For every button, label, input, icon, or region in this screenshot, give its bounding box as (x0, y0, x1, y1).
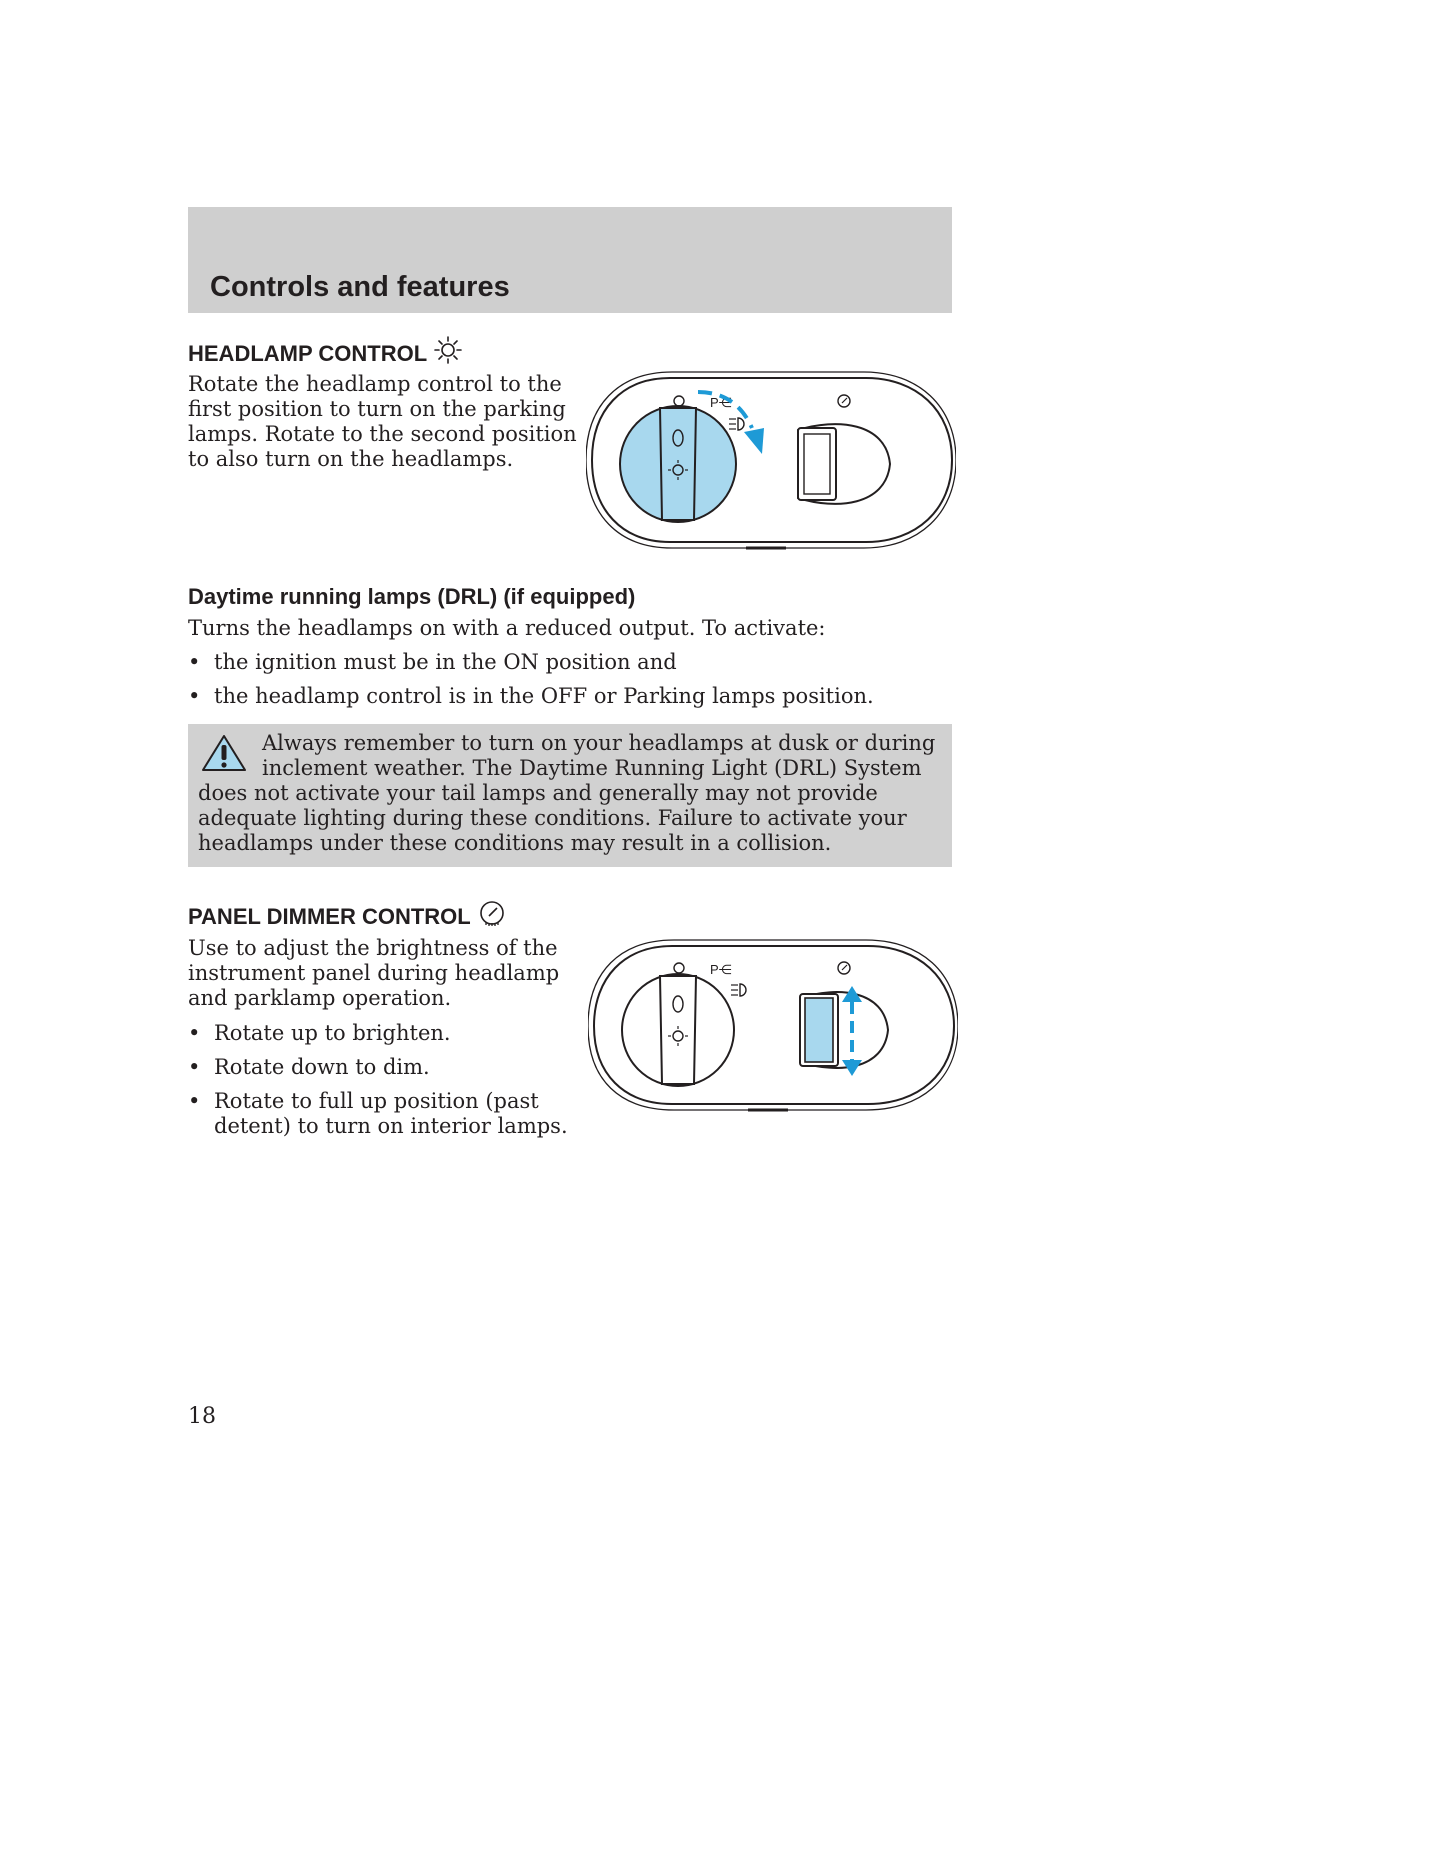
bullet-text: the ignition must be in the ON position and (214, 650, 677, 674)
text-line: Rotate the headlamp control to the (188, 372, 562, 396)
parking-lamp-position-icon: P⋲ (710, 962, 732, 977)
dimmer-thumbwheel (800, 992, 888, 1068)
text-line: first position to turn on the parking (188, 397, 566, 421)
bullet-text: Rotate down to dim. (214, 1055, 430, 1079)
warning-text (198, 731, 938, 856)
text-line: inclement weather. The Daytime Running Light (DRL) System (262, 756, 922, 780)
bullet-dot: • (188, 1021, 201, 1045)
drl-intro: Turns the headlamps on with a reduced output. To activate: (188, 616, 826, 640)
text-line: to also turn on the headlamps. (188, 447, 514, 471)
bullet-text: the headlamp control is in the OFF or Parking lamps position. (214, 684, 874, 708)
headlamp-control-heading (188, 335, 463, 367)
panel-dimmer-description (188, 936, 559, 1011)
bullet-text: Rotate to full up position (past (214, 1089, 539, 1113)
bullet-dot: • (188, 1055, 201, 1079)
text-line: does not activate your tail lamps and generally may not provide (198, 781, 878, 805)
panel-dimmer-illustration (588, 938, 958, 1114)
headlamp-knob (622, 974, 734, 1086)
list-item (188, 684, 874, 709)
list-item (188, 1021, 451, 1046)
bullet-dot: • (188, 650, 201, 674)
text-line: Use to adjust the brightness of the (188, 936, 558, 960)
section-header (188, 207, 952, 313)
drl-heading: Daytime running lamps (DRL) (if equipped) (188, 584, 636, 609)
bullet-dot: • (188, 1089, 201, 1113)
section-title: Controls and features (210, 271, 510, 303)
list-item (188, 1055, 430, 1080)
bullet-text: Rotate up to brighten. (214, 1021, 451, 1045)
headlamp-description (188, 372, 577, 472)
text-line: lamps. Rotate to the second position (188, 422, 577, 446)
parking-lamp-position-icon: P⋲ (710, 395, 732, 410)
panel-dimmer-heading-text: PANEL DIMMER CONTROL (188, 904, 471, 929)
dimmer-thumbwheel (798, 424, 890, 504)
headlamp-knob (620, 406, 736, 522)
text-line: and parklamp operation. (188, 986, 452, 1010)
text-line: adequate lighting during these conditions. Failure to activate your (198, 806, 907, 830)
headlamp-control-heading-text: HEADLAMP CONTROL (188, 341, 428, 366)
list-item (188, 1089, 568, 1139)
bullet-dot: • (188, 684, 201, 708)
headlamp-control-illustration (586, 370, 956, 552)
headlamp-sun-icon (433, 335, 463, 365)
text-line: Always remember to turn on your headlamps at dusk or during (262, 731, 936, 755)
panel-dimmer-heading (188, 898, 507, 930)
text-line: instrument panel during headlamp (188, 961, 560, 985)
warning-box (188, 724, 952, 867)
panel-dimmer-gauge-icon (477, 898, 507, 928)
page-number: 18 (188, 1404, 216, 1429)
text-line: headlamps under these conditions may result in a collision. (198, 831, 832, 855)
bullet-text: detent) to turn on interior lamps. (214, 1114, 568, 1138)
list-item (188, 650, 677, 675)
